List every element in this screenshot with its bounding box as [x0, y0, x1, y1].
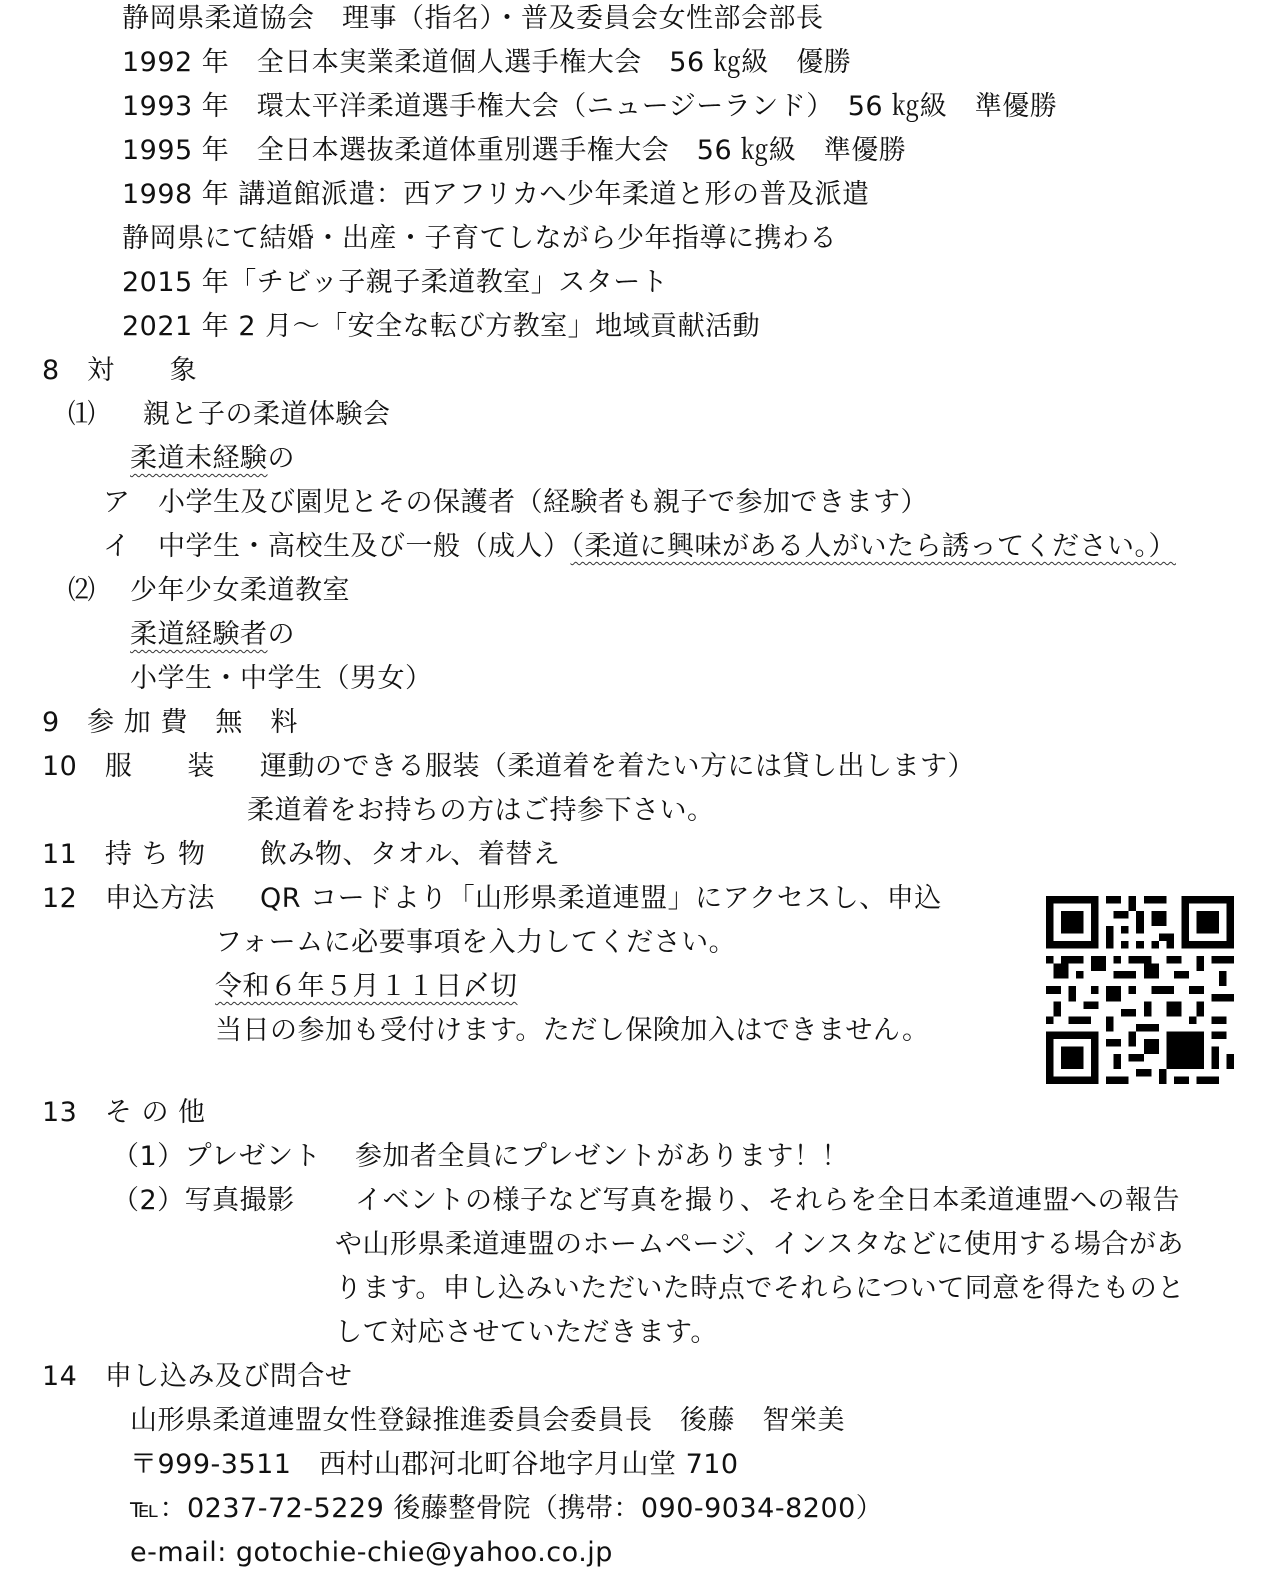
career-line: 静岡県柔道協会 理事（指名）・普及委員会女性部会部長: [122, 3, 824, 34]
program-2-condition-underlined: 柔道経験者: [130, 619, 268, 650]
program-1-title: 親と子の柔道体験会: [143, 399, 391, 430]
section-10-label: 10 服 装: [42, 751, 215, 782]
program-1-condition-underlined: 柔道未経験: [130, 443, 268, 474]
section-12-label: 12 申込方法: [42, 883, 215, 914]
qr-alignment: [1166, 1031, 1204, 1069]
application-line: 当日の参加も受付けます。ただし保険加入はできません。: [215, 1015, 930, 1046]
career-line: 静岡県にて結婚・出産・子育てしながら少年指導に携わる: [122, 223, 837, 254]
other-item-1-text: 参加者全員にプレゼントがあります！！: [355, 1141, 849, 1172]
photo-notice-line: ります。申し込みいただいた時点でそれらについて同意を得たものと: [335, 1273, 1185, 1304]
contact-person: 山形県柔道連盟女性登録推進委員会委員長 後藤 智栄美: [130, 1405, 845, 1436]
section-8-heading: 8 対 象: [42, 355, 198, 386]
career-line: 2021 年 2 月～「安全な転び方教室」地域貢献活動: [122, 311, 761, 342]
section-9-fee: 9 参 加 費 無 料: [42, 707, 298, 738]
contact-address: 〒999-3511 西村山郡河北町谷地字月山堂 710: [130, 1449, 739, 1480]
program-1-condition: [130, 445, 295, 472]
career-line: 1998 年 講道館派遣：西アフリカへ少年柔道と形の普及派遣: [122, 179, 870, 210]
application-deadline: 令和６年５月１１日〆切: [215, 971, 518, 1002]
career-line: 1995 年 全日本選抜柔道体重別選手権大会 56 ㎏級 準優勝: [122, 135, 907, 166]
section-13-heading: 13 そ の 他: [42, 1097, 206, 1128]
photo-notice-line: して対応させていただきます。: [335, 1317, 718, 1348]
program-2-number: ⑵: [68, 575, 96, 606]
section-14-heading: 14 申し込み及び問合せ: [42, 1361, 353, 1392]
photo-notice-line: や山形県柔道連盟のホームページ、インスタなどに使用する場合があ: [335, 1229, 1184, 1260]
program-1-target-b-note: （柔道に興味がある人がいたら誘ってください。）: [570, 531, 1176, 562]
other-item-2-label: （2）写真撮影: [112, 1185, 295, 1216]
program-1-target-a: ア 小学生及び園児とその保護者（経験者も親子で参加できます）: [103, 487, 928, 518]
program-1-condition-tail: の: [267, 443, 295, 474]
application-line: QR コードより「山形県柔道連盟」にアクセスし、申込: [260, 883, 942, 914]
contact-email-link[interactable]: e-mail: gotochie-chie@yahoo.co.jp: [130, 1537, 613, 1568]
other-item-1-label: （1）プレゼント: [112, 1141, 322, 1172]
section-11-label: 11 持 ち 物: [42, 839, 206, 870]
contact-phone[interactable]: ℡：0237-72-5229 後藤整骨院（携帯：090-9034-8200）: [130, 1493, 884, 1524]
qr-code[interactable]: [1046, 896, 1234, 1084]
program-1-target-b-head: イ 中学生・高校生及び一般（成人）: [103, 531, 571, 562]
program-1-number: ⑴: [68, 399, 96, 430]
career-line: 1992 年 全日本実業柔道個人選手権大会 56 ㎏級 優勝: [122, 47, 852, 78]
program-2-title: 少年少女柔道教室: [130, 575, 350, 606]
attire-line: 運動のできる服装（柔道着を着たい方には貸し出します）: [260, 751, 975, 782]
program-2-target: 小学生・中学生（男女）: [130, 663, 433, 694]
program-2-condition-tail: の: [267, 619, 295, 650]
application-line: フォームに必要事項を入力してください。: [215, 927, 737, 958]
program-2-condition: [130, 621, 295, 648]
career-line: 1993 年 環太平洋柔道選手権大会（ニュージーランド） 56 ㎏級 準優勝: [122, 91, 1058, 122]
belongings-value: 飲み物、タオル、着替え: [260, 839, 561, 870]
career-line: 2015 年「チビッ子親子柔道教室」スタート: [122, 267, 669, 298]
photo-notice-line: イベントの様子など写真を撮り、それらを全日本柔道連盟への報告: [355, 1185, 1180, 1216]
program-1-target-b: [103, 533, 1176, 560]
attire-line: 柔道着をお持ちの方はご持参下さい。: [247, 795, 715, 826]
